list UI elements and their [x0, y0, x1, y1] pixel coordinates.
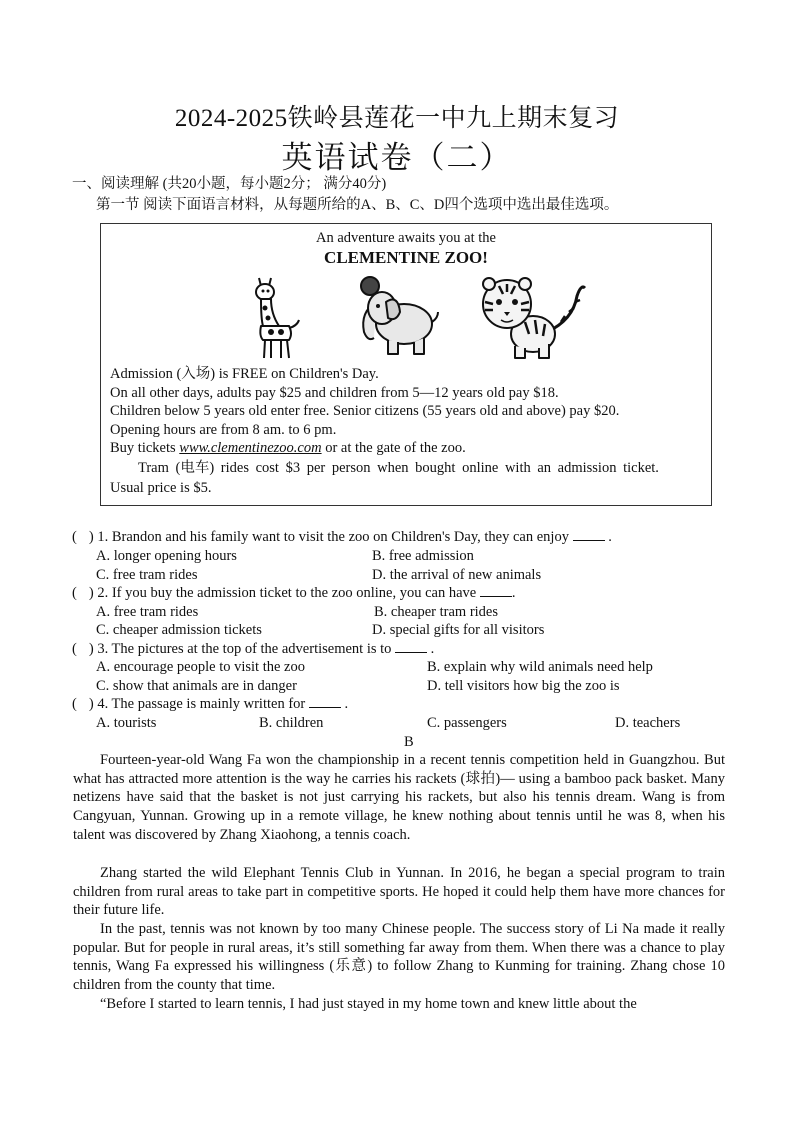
question-end: .	[430, 641, 435, 657]
zoo-advertisement	[100, 223, 712, 506]
ad-tram-price: Tram (电车) rides cost $3 per person when bought online with an admission ticket.	[138, 460, 659, 476]
question-stem: 4. The passage is mainly written for	[97, 696, 306, 712]
q3-option-a[interactable]: A. encourage people to visit the zoo	[96, 659, 305, 675]
passage-b-paragraph-1: Fourteen-year-old Wang Fa won the championship in a recent tennis competition held in Guangzhou. But what has attracted more attention is the way he carries his rackets (球拍)— using a bamboo pack basket. Many netizens have said that the basket is not just carrying his rackets, but also his tennis dream. Wang is from Cangyuan, Yunnan. Growing up in a remote village, he knew nothing about tennis until he was 8, when his talent was discovered by Zhang Xiaohong, a tennis coach.	[73, 752, 725, 843]
q2-option-b[interactable]: B. cheaper tram rides	[374, 604, 499, 620]
q3-option-c[interactable]: C. show that animals are in danger	[96, 678, 297, 694]
answer-paren-close: )	[88, 641, 94, 657]
question-end: .	[344, 696, 349, 712]
fill-blank	[395, 640, 427, 653]
passage-b-paragraph-2: Zhang started the wild Elephant Tennis Club in Yunnan. In 2016, he began a special program to train children from rural areas to take part in competitive sports. He hoped it could help them have more chances for their future life.	[73, 865, 725, 919]
page-subtitle: 英语试卷（二）	[281, 140, 513, 175]
q2-option-a[interactable]: A. free tram rides	[96, 604, 199, 620]
answer-paren-open: (	[72, 641, 77, 657]
section-instruction: 第一节 阅读下面语言材料，从每题所给的A、B、C、D四个选项中选出最佳选项。	[96, 197, 619, 213]
page-title: 2024-2025铁岭县莲花一中九上期末复习	[174, 105, 620, 132]
question-stem: 2. If you buy the admission ticket to the zoo online, you can have	[97, 585, 477, 601]
q2-option-d[interactable]: D. special gifts for all visitors	[372, 622, 545, 638]
answer-paren-close: )	[88, 529, 94, 545]
q4-option-a[interactable]: A. tourists	[96, 715, 157, 731]
q3-option-b[interactable]: B. explain why wild animals need help	[427, 659, 653, 675]
q4-option-b[interactable]: B. children	[259, 715, 324, 731]
passage-b-paragraph-4: “Before I started to learn tennis, I had just stayed in my home town and knew little about the	[100, 996, 637, 1012]
ad-children-senior: Children below 5 years old enter free. Senior citizens (55 years old and above) pay $20.	[110, 403, 620, 419]
section-heading: 一、阅读理解 (共20小题，每小题2分； 满分40分)	[72, 176, 387, 192]
answer-paren-close: )	[88, 585, 94, 601]
ad-admission-free: Admission (入场) is FREE on Children's Day.	[110, 366, 379, 382]
passage-b-label: B	[404, 734, 414, 750]
ad-opening-hours: Opening hours are from 8 am. to 6 pm.	[110, 422, 337, 438]
answer-paren-close: )	[88, 696, 94, 712]
answer-paren-open: (	[72, 529, 77, 545]
question-3	[72, 640, 434, 658]
ad-zoo-name: CLEMENTINE ZOO!	[324, 248, 488, 267]
elephant-icon	[356, 272, 442, 358]
question-stem: 1. Brandon and his family want to visit the zoo on Children's Day, they can enjoy	[97, 529, 569, 545]
ad-usual-price: Usual price is $5.	[110, 480, 212, 496]
q1-option-c[interactable]: C. free tram rides	[96, 567, 198, 583]
fill-blank	[309, 695, 341, 708]
question-stem: 3. The pictures at the top of the advertisement is to	[97, 641, 392, 657]
ad-buy-prefix: Buy tickets	[110, 440, 180, 456]
q2-option-c[interactable]: C. cheaper admission tickets	[96, 622, 262, 638]
q4-option-d[interactable]: D. teachers	[615, 715, 681, 731]
fill-blank	[573, 528, 605, 541]
question-2	[72, 584, 516, 602]
question-4	[72, 695, 348, 713]
passage-b-paragraph-3: In the past, tennis was not known by too many Chinese people. The success story of Li Na made it really popular. But for people in rural areas, it’s still something far away from them. When there was a chance to play tennis, Wang Fa expressed his willingness (乐意) to follow Zhang to Kunming for training. Zhang chose 10 children from the county that time.	[73, 921, 725, 994]
ad-buy-suffix: or at the gate of the zoo.	[321, 440, 466, 456]
q1-option-a[interactable]: A. longer opening hours	[96, 548, 237, 564]
fill-blank	[480, 584, 512, 597]
answer-paren-open: (	[72, 585, 77, 601]
q4-option-c[interactable]: C. passengers	[427, 715, 507, 731]
zoo-website-link[interactable]: www.clementinezoo.com	[179, 440, 322, 456]
q3-option-d[interactable]: D. tell visitors how big the zoo is	[427, 678, 620, 694]
giraffe-icon	[249, 274, 301, 360]
answer-paren-open: (	[72, 696, 77, 712]
question-1	[72, 528, 612, 546]
question-end: .	[511, 585, 516, 601]
question-end: .	[608, 529, 612, 545]
ad-intro: An adventure awaits you at the	[316, 230, 496, 246]
ad-buy-tickets	[110, 439, 466, 457]
ad-prices: On all other days, adults pay $25 and children from 5—12 years old pay $18.	[110, 385, 559, 401]
q1-option-d[interactable]: D. the arrival of new animals	[372, 567, 542, 583]
tiger-icon	[477, 276, 589, 360]
q1-option-b[interactable]: B. free admission	[372, 548, 474, 564]
